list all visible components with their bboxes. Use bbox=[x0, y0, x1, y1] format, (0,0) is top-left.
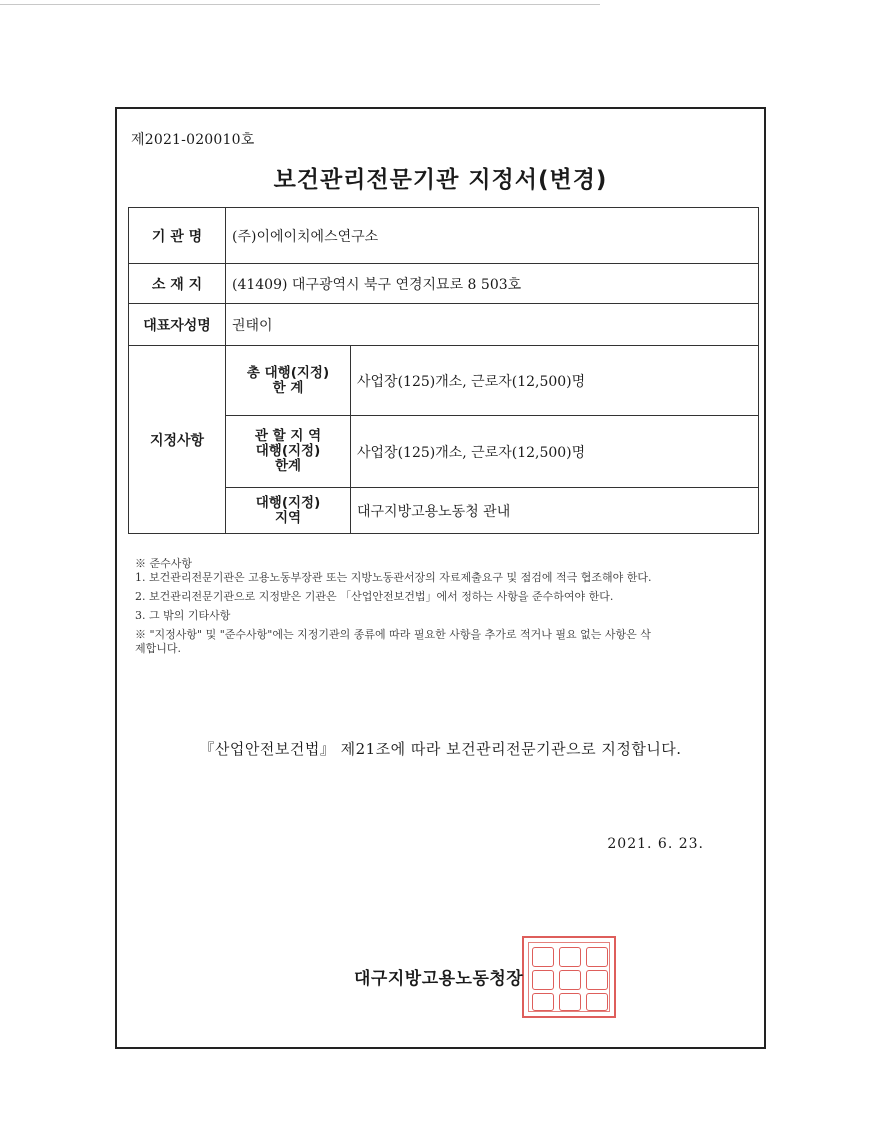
designation-total-value: 사업장(125)개소, 근로자(12,500)명 bbox=[351, 346, 759, 416]
note-item-1: 1. 보건관리전문기관은 고용노동부장관 또는 지방노동관서장의 자료제출요구 및 점검에 적극 협조해야 한다. bbox=[135, 571, 652, 584]
designation-region-label-cell bbox=[226, 488, 351, 534]
note-item-2: 2. 보건관리전문기관으로 지정받은 기관은 「산업안전보건법」에서 정하는 사항을 준수하여야 한다. bbox=[135, 590, 614, 603]
location-value: (41409) 대구광역시 북구 연경지묘로 8 503호 bbox=[226, 264, 759, 304]
seal-glyph bbox=[532, 970, 554, 990]
representative-label: 대표자성명 bbox=[129, 304, 226, 346]
info-table bbox=[128, 207, 759, 534]
seal-glyph bbox=[559, 993, 581, 1011]
designation-jurisdiction-label-line1: 관 할 지 역 bbox=[254, 428, 322, 444]
institution-label: 기 관 명 bbox=[129, 208, 226, 264]
seal-glyph bbox=[559, 947, 581, 967]
notes-footnote-line2: 제합니다. bbox=[135, 642, 182, 655]
row-representative bbox=[129, 304, 759, 346]
issuer-name: 대구지방고용노동청장 bbox=[354, 969, 524, 989]
document-number: 제2021-020010호 bbox=[131, 132, 255, 148]
official-seal-stamp bbox=[522, 936, 616, 1018]
row-designation-total bbox=[129, 346, 759, 416]
seal-glyph bbox=[559, 970, 581, 990]
notes-footnote-line1: ※ "지정사항" 및 "준수사항"에는 지정기관의 종류에 따라 필요한 사항을 추가로 적거나 필요 없는 사항은 삭 bbox=[135, 628, 651, 641]
seal-glyph bbox=[586, 993, 608, 1011]
seal-glyph bbox=[532, 947, 554, 967]
certificate-frame bbox=[115, 107, 766, 1049]
notes-heading: ※ 준수사항 bbox=[135, 557, 193, 570]
designation-jurisdiction-label-line2: 대행(지정) bbox=[255, 443, 321, 459]
designation-jurisdiction-label-line3: 한계 bbox=[274, 458, 302, 474]
seal-glyph bbox=[586, 947, 608, 967]
designation-total-label-cell bbox=[226, 346, 351, 416]
location-label: 소 재 지 bbox=[129, 264, 226, 304]
designation-region-label-line2: 지역 bbox=[274, 509, 302, 526]
seal-glyph bbox=[532, 993, 554, 1011]
legal-basis-statement: 『산업안전보건법』 제21조에 따라 보건관리전문기관으로 지정합니다. bbox=[199, 740, 682, 758]
designation-total-label-line2: 한 계 bbox=[272, 379, 304, 396]
representative-value: 권태이 bbox=[226, 304, 759, 346]
issue-date: 2021. 6. 23. bbox=[607, 836, 704, 852]
row-location bbox=[129, 264, 759, 304]
designation-total-label-line1: 총 대행(지정) bbox=[246, 364, 330, 381]
institution-value: (주)이에이치에스연구소 bbox=[226, 208, 759, 264]
designation-region-label-line1: 대행(지정) bbox=[255, 494, 321, 511]
designation-label: 지정사항 bbox=[129, 346, 226, 534]
designation-region-value: 대구지방고용노동청 관내 bbox=[351, 488, 759, 534]
compliance-notes bbox=[135, 557, 765, 656]
seal-glyph bbox=[586, 970, 608, 990]
note-item-3: 3. 그 밖의 기타사항 bbox=[135, 609, 231, 622]
scan-edge-line bbox=[0, 4, 600, 5]
document-title: 보건관리전문기관 지정서(변경) bbox=[273, 167, 608, 193]
row-institution bbox=[129, 208, 759, 264]
designation-jurisdiction-label-cell bbox=[226, 416, 351, 488]
designation-jurisdiction-value: 사업장(125)개소, 근로자(12,500)명 bbox=[351, 416, 759, 488]
